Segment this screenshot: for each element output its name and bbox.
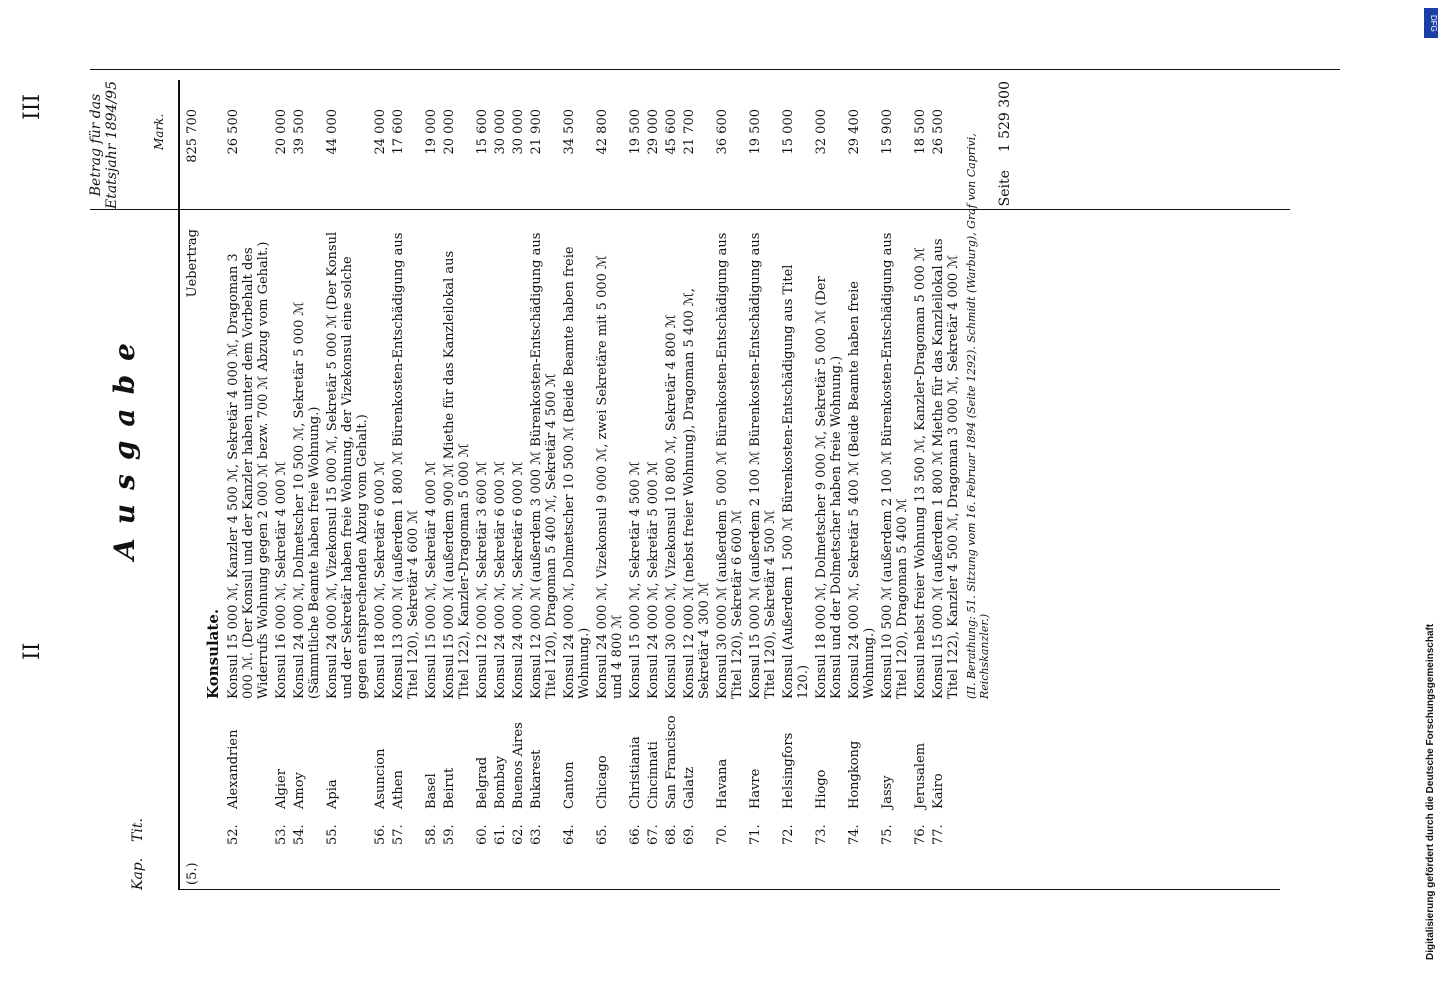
- tit-cell: 61.: [493, 824, 508, 845]
- table-row: [913, 75, 928, 885]
- kap-cell: [442, 845, 472, 885]
- text-cell: Konsul 24 000 ℳ, Sekretär 5 400 ℳ (Beide Beamte haben freie Wohnung.): [847, 281, 877, 699]
- text-cell: Konsul 15 000 ℳ, Kanzler 4 500 ℳ, Sekretär 4 000 ℳ, Dragoman 3 000 ℳ. (Der Konsul und der Kanzler haben unter dem Vorbehalt des Widerrufs Wohnung gegen 2 000 ℳ bezw. 700 ℳ Abzug vom Gehalt.): [226, 241, 271, 699]
- kap-cell: [424, 845, 439, 885]
- text-cell: Konsul 30 000 ℳ, Vizekonsul 10 800 ℳ, Sekretär 4 800 ℳ: [664, 314, 679, 699]
- total-row: [997, 75, 1013, 885]
- tit-cell: 67.: [646, 824, 661, 845]
- kap-cell: [847, 845, 877, 885]
- kap-cell: [274, 845, 289, 885]
- text-cell: Konsul 12 000 ℳ (nebst freier Wohnung), Dragoman 5 400 ℳ, Sekretär 4 300 ℳ: [682, 288, 712, 699]
- text-cell: Konsul 18 000 ℳ, Sekretär 6 000 ℳ: [373, 461, 388, 699]
- kap-cell: [562, 845, 592, 885]
- table-row: [325, 75, 370, 885]
- total-label: Seite: [997, 170, 1013, 207]
- amount-cell: 17 600: [391, 109, 406, 155]
- kap-cell: [646, 845, 661, 885]
- place-cell: Christiania: [628, 736, 643, 809]
- header-title: Ausgabe: [108, 329, 141, 560]
- kap-cell: [628, 845, 643, 885]
- text-cell: Konsul 24 000 ℳ, Vizekonsul 9 000 ℳ, zwei Sekretäre mit 5 000 ℳ und 4 800 ℳ: [595, 255, 625, 699]
- place-cell: Beirut: [442, 767, 457, 809]
- table-row: [814, 75, 844, 885]
- amount-cell: 34 500: [562, 109, 577, 155]
- text-cell: Konsul 24 000 ℳ, Sekretär 6 000 ℳ: [511, 461, 526, 699]
- table-row: [847, 75, 877, 885]
- place-cell: Alexandrien: [226, 729, 241, 809]
- kap-cell: [475, 845, 490, 885]
- text-cell: Konsul 12 000 ℳ (außerdem 3 000 ℳ Bürenkosten-Entschädigung aus Titel 120), Dragoman 5 400 ℳ, Sekretär 4 500 ℳ: [529, 232, 559, 699]
- kap-cell: [292, 845, 322, 885]
- kap-cell: [682, 845, 712, 885]
- amount-cell: 15 900: [880, 109, 895, 155]
- place-cell: San Francisco: [664, 715, 679, 809]
- text-cell: Konsul 24 000 ℳ, Sekretär 5 000 ℳ: [646, 461, 661, 699]
- text-cell: Konsul (Außerdem 1 500 ℳ Bürenkosten-Entschädigung aus Titel 120.): [781, 264, 811, 699]
- tit-cell: 68.: [664, 824, 679, 845]
- amount-cell: 44 000: [325, 109, 340, 155]
- amount-cell: 26 500: [226, 109, 241, 155]
- kap-cell: [529, 845, 559, 885]
- amount-cell: 36 600: [715, 109, 730, 155]
- amount-cell: 20 000: [442, 109, 457, 155]
- text-cell: Konsul 15 000 ℳ, Sekretär 4 000 ℳ: [424, 461, 439, 699]
- tit-cell: 64.: [562, 824, 577, 845]
- table-row: [274, 75, 289, 885]
- tit-cell: [185, 809, 200, 845]
- tit-cell: 69.: [682, 824, 697, 845]
- kap-cell: [715, 845, 745, 885]
- kap-cell: [931, 845, 961, 885]
- table-row: [442, 75, 472, 885]
- table-row: [880, 75, 910, 885]
- place-cell: Apia: [325, 779, 340, 809]
- place-cell: Asuncion: [373, 748, 388, 809]
- place-cell: Hongkong: [847, 740, 862, 809]
- amount-cell: 15 600: [475, 109, 490, 155]
- table-row: [646, 75, 661, 885]
- tit-cell: 76.: [913, 824, 928, 845]
- amount-cell: 15 000: [781, 109, 796, 155]
- place-cell: Cincinnati: [646, 741, 661, 809]
- table-row: [562, 75, 592, 885]
- tit-cell: 74.: [847, 824, 862, 845]
- amount-cell: 32 000: [814, 109, 829, 155]
- place-cell: Bombay: [493, 755, 508, 809]
- amount-cell: 21 700: [682, 109, 697, 155]
- page-number-left: II: [20, 642, 45, 660]
- kap-cell: [391, 845, 421, 885]
- place-cell: Bukarest: [529, 749, 544, 809]
- header-kap: Kap.: [130, 857, 146, 890]
- table-row: [226, 75, 271, 885]
- place-cell: Athen: [391, 770, 406, 809]
- amount-cell: 30 000: [511, 109, 526, 155]
- place-cell: Algier: [274, 769, 289, 809]
- dfg-logo: DFG: [1424, 8, 1438, 38]
- amount-cell: 26 500: [931, 109, 946, 155]
- amount-cell: 42 800: [595, 109, 610, 155]
- amount-cell: 29 000: [646, 109, 661, 155]
- tit-cell: 65.: [595, 824, 610, 845]
- column-divider: [180, 889, 1280, 890]
- place-cell: Basel: [424, 773, 439, 809]
- amount-cell: 24 000: [373, 109, 388, 155]
- place-cell: Jassy: [880, 775, 895, 809]
- place-cell: [185, 699, 200, 809]
- kap-cell: [664, 845, 679, 885]
- tit-cell: 70.: [715, 824, 730, 845]
- section-title: Konsulate.: [204, 608, 222, 699]
- amount-cell: 19 500: [748, 109, 763, 155]
- table-rows: [226, 75, 961, 885]
- kap-cell: [325, 845, 370, 885]
- text-cell: Konsul 24 000 ℳ, Vizekonsul 15 000 ℳ, Sekretär 5 000 ℳ (Der Konsul und der Sekretär haben freie Wohnung, der Vizekonsul eine solche gegen entsprechenden Abzug vom Gehalt.): [325, 231, 370, 699]
- table-row: [511, 75, 526, 885]
- table-row: [748, 75, 778, 885]
- place-cell: Havana: [715, 758, 730, 809]
- table-row: [292, 75, 322, 885]
- text-cell: Konsul 24 000 ℳ, Dolmetscher 10 500 ℳ (Beide Beamte haben freie Wohnung.): [562, 246, 592, 699]
- tit-cell: 54.: [292, 824, 307, 845]
- table-row: [595, 75, 625, 885]
- kap-cell: (5.): [185, 862, 200, 885]
- page-number-right: III: [20, 93, 45, 120]
- kap-cell: [748, 845, 778, 885]
- amount-cell: 39 500: [292, 109, 307, 155]
- amount-cell: 29 400: [847, 109, 862, 155]
- table-row: [424, 75, 439, 885]
- kap-cell: [595, 845, 625, 885]
- header-amount: Betrag für das Etatsjahr 1894/95: [88, 81, 120, 210]
- text-cell: Konsul 13 000 ℳ (außerdem 1 800 ℳ Bürenkosten-Entschädigung aus Titel 120), Sekretär 4 600 ℳ: [391, 232, 421, 699]
- header-tit: Tit.: [130, 818, 146, 842]
- text-cell: Konsul 15 000 ℳ (außerdem 1 800 ℳ Miethe für das Kanzleilokal aus Titel 122), Kanzler 4 500 ℳ, Dragoman 3 000 ℳ, Sekretär 4 000 ℳ: [931, 238, 961, 699]
- kap-cell: [373, 845, 388, 885]
- table-row: [781, 75, 811, 885]
- table-row: [529, 75, 559, 885]
- kap-cell: [814, 845, 844, 885]
- tit-cell: 55.: [325, 824, 340, 845]
- uebertrag-row: [185, 75, 200, 885]
- tit-cell: 72.: [781, 824, 796, 845]
- kap-cell: [511, 845, 526, 885]
- amount-cell: 19 500: [628, 109, 643, 155]
- table-row: [493, 75, 508, 885]
- uebertrag-label: Uebertrag: [185, 229, 200, 298]
- place-cell: Buenos Aires: [511, 722, 526, 809]
- table-row: [391, 75, 421, 885]
- place-cell: Havre: [748, 768, 763, 809]
- text-cell: Konsul 24 000 ℳ, Dolmetscher 10 500 ℳ, Sekretär 5 000 ℳ (Sämmtliche Beamte haben freie Wohnung.): [292, 301, 322, 699]
- place-cell: Helsingfors: [781, 732, 796, 809]
- header-mark: Mark.: [152, 113, 166, 150]
- tit-cell: 66.: [628, 824, 643, 845]
- tit-cell: 77.: [931, 824, 946, 845]
- amount-cell: 45 600: [664, 109, 679, 155]
- place-cell: Belgrad: [475, 756, 490, 809]
- kap-cell: [781, 845, 811, 885]
- text-cell: Konsul 16 000 ℳ, Sekretär 4 000 ℳ: [274, 461, 289, 699]
- table-row: [715, 75, 745, 885]
- amount-cell: 18 500: [913, 109, 928, 155]
- place-cell: Chicago: [595, 755, 610, 809]
- text-cell: Konsul 15 000 ℳ (außerdem 2 100 ℳ Bürenkosten-Entschädigung aus Titel 120), Sekretär 4 500 ℳ: [748, 232, 778, 699]
- amount-cell: 30 000: [493, 109, 508, 155]
- table-body: [185, 75, 1013, 885]
- tit-cell: 52.: [226, 824, 241, 845]
- text-cell: Konsul 15 000 ℳ (außerdem 900 ℳ Miethe für das Kanzleilokal aus Titel 122), Kanzler-Dragoman 5 000 ℳ: [442, 250, 472, 699]
- tit-cell: 62.: [511, 824, 526, 845]
- table-row: [664, 75, 679, 885]
- tit-cell: 71.: [748, 824, 763, 845]
- text-cell: Konsul 10 500 ℳ (außerdem 2 100 ℳ Bürenkosten-Entschädigung aus Titel 120), Dragoman 5 400 ℳ: [880, 232, 910, 699]
- place-cell: Canton: [562, 761, 577, 809]
- amount-cell: 19 000: [424, 109, 439, 155]
- kap-cell: [493, 845, 508, 885]
- table-row: [931, 75, 961, 885]
- uebertrag-amount: 825 700: [185, 109, 200, 163]
- kap-cell: [880, 845, 910, 885]
- tit-cell: 59.: [442, 824, 457, 845]
- tit-cell: 63.: [529, 824, 544, 845]
- column-header: [88, 80, 180, 890]
- text-cell: Konsul nebst freier Wohnung 13 500 ℳ, Kanzler-Dragoman 5 000 ℳ: [913, 247, 928, 699]
- table-row: [475, 75, 490, 885]
- text-cell: Konsul 15 000 ℳ, Sekretär 4 500 ℳ: [628, 461, 643, 699]
- place-cell: Kairo: [931, 773, 946, 809]
- table-row: [682, 75, 712, 885]
- table-row: [628, 75, 643, 885]
- total-amount: 1 529 300: [997, 81, 1013, 153]
- amount-cell: 20 000: [274, 109, 289, 155]
- tit-cell: 57.: [391, 824, 406, 845]
- tit-cell: 56.: [373, 824, 388, 845]
- text-cell: Konsul 24 000 ℳ, Sekretär 6 000 ℳ: [493, 461, 508, 699]
- tit-cell: 58.: [424, 824, 439, 845]
- amount-cell: 21 900: [529, 109, 544, 155]
- place-cell: Jerusalem: [913, 742, 928, 809]
- text-cell: Konsul 30 000 ℳ (außerdem 5 000 ℳ Bürenkosten-Entschädigung aus Titel 120), Sekretär 6 600 ℳ: [715, 232, 745, 699]
- session-note: (II. Berathung: 51. Sitzung vom 16. Februar 1894 (Seite 1292). Schmidt (Warburg), Graf von Caprivi, Reichskanzler.): [965, 133, 991, 699]
- text-cell: Konsul 12 000 ℳ, Sekretär 3 600 ℳ: [475, 461, 490, 699]
- place-cell: Hiogo: [814, 769, 829, 809]
- place-cell: Galatz: [682, 766, 697, 809]
- kap-cell: [913, 845, 928, 885]
- table-row: [373, 75, 388, 885]
- place-cell: Amoy: [292, 772, 307, 809]
- text-cell: Konsul 18 000 ℳ, Dolmetscher 9 000 ℳ, Sekretär 5 000 ℳ (Der Konsul und der Dolmetscher haben freie Wohnung.): [814, 276, 844, 699]
- digitization-note: [1405, 20, 1435, 980]
- tit-cell: 75.: [880, 824, 895, 845]
- tit-cell: 60.: [475, 824, 490, 845]
- side-text: Digitalisierung gefördert durch die Deutsche Forschungsgemeinschaft: [1425, 623, 1436, 960]
- tit-cell: 53.: [274, 824, 289, 845]
- tit-cell: 73.: [814, 824, 829, 845]
- column-divider: [90, 69, 1340, 70]
- kap-cell: [226, 845, 271, 885]
